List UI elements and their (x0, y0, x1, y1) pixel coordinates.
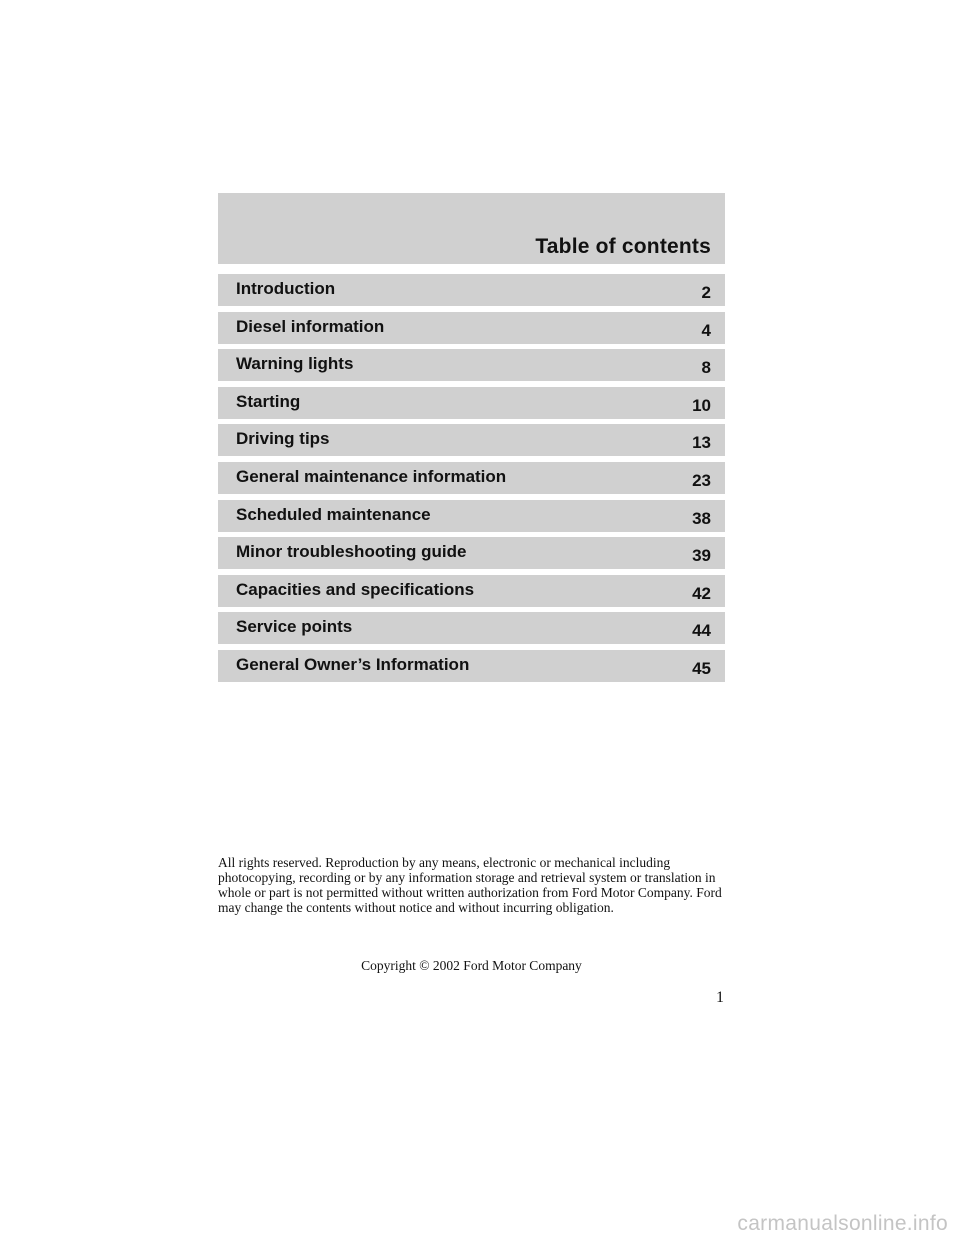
toc-row[interactable] (218, 349, 725, 381)
toc-label: Warning lights (236, 354, 354, 374)
toc-label: Driving tips (236, 429, 330, 449)
toc-row[interactable] (218, 312, 725, 344)
toc-label: Scheduled maintenance (236, 504, 431, 524)
toc-label: Capacities and specifications (236, 579, 475, 599)
toc-row[interactable] (218, 500, 725, 532)
toc-label: Service points (236, 617, 353, 637)
toc-list (218, 274, 725, 688)
toc-page-number: 2 (701, 283, 711, 302)
toc-label: Starting (236, 391, 301, 411)
page-number: 1 (716, 989, 724, 1006)
toc-page-number: 42 (692, 583, 711, 603)
toc-page-number: 23 (692, 470, 711, 490)
toc-row[interactable] (218, 274, 725, 306)
toc-label: General maintenance information (236, 466, 507, 486)
site-watermark: carmanualsonline.info (737, 1212, 948, 1235)
toc-page-number: 10 (692, 395, 711, 415)
toc-page-number: 44 (692, 621, 711, 641)
toc-page-number: 8 (701, 358, 711, 378)
toc-page-number: 38 (692, 508, 711, 528)
toc-page-number: 4 (701, 320, 711, 340)
toc-label: General Owner’s Information (236, 654, 470, 674)
page-title: Table of contents (535, 235, 711, 258)
copyright-notice: Copyright © 2002 Ford Motor Company (361, 958, 582, 973)
toc-row[interactable] (218, 650, 725, 682)
toc-row[interactable] (218, 424, 725, 456)
toc-label: Minor troubleshooting guide (236, 542, 467, 562)
toc-row[interactable] (218, 575, 725, 607)
toc-page-number: 45 (692, 658, 711, 678)
toc-page-number: 39 (692, 546, 711, 566)
toc-header (218, 193, 725, 264)
toc-row[interactable] (218, 612, 725, 644)
legal-notice: All rights reserved. Reproduction by any means, electronic or mechanical including photocopying, recording or by any information storage and retrieval system or translation in whole or part is not permitted without written authorization from Ford Motor Company. Ford may change the contents without notice and without incurring obligation. (218, 855, 722, 915)
toc-row[interactable] (218, 462, 725, 494)
toc-label: Diesel information (236, 316, 385, 336)
toc-label: Introduction (236, 279, 336, 298)
toc-page-number: 13 (692, 433, 711, 453)
toc-row[interactable] (218, 387, 725, 419)
toc-row[interactable] (218, 537, 725, 569)
